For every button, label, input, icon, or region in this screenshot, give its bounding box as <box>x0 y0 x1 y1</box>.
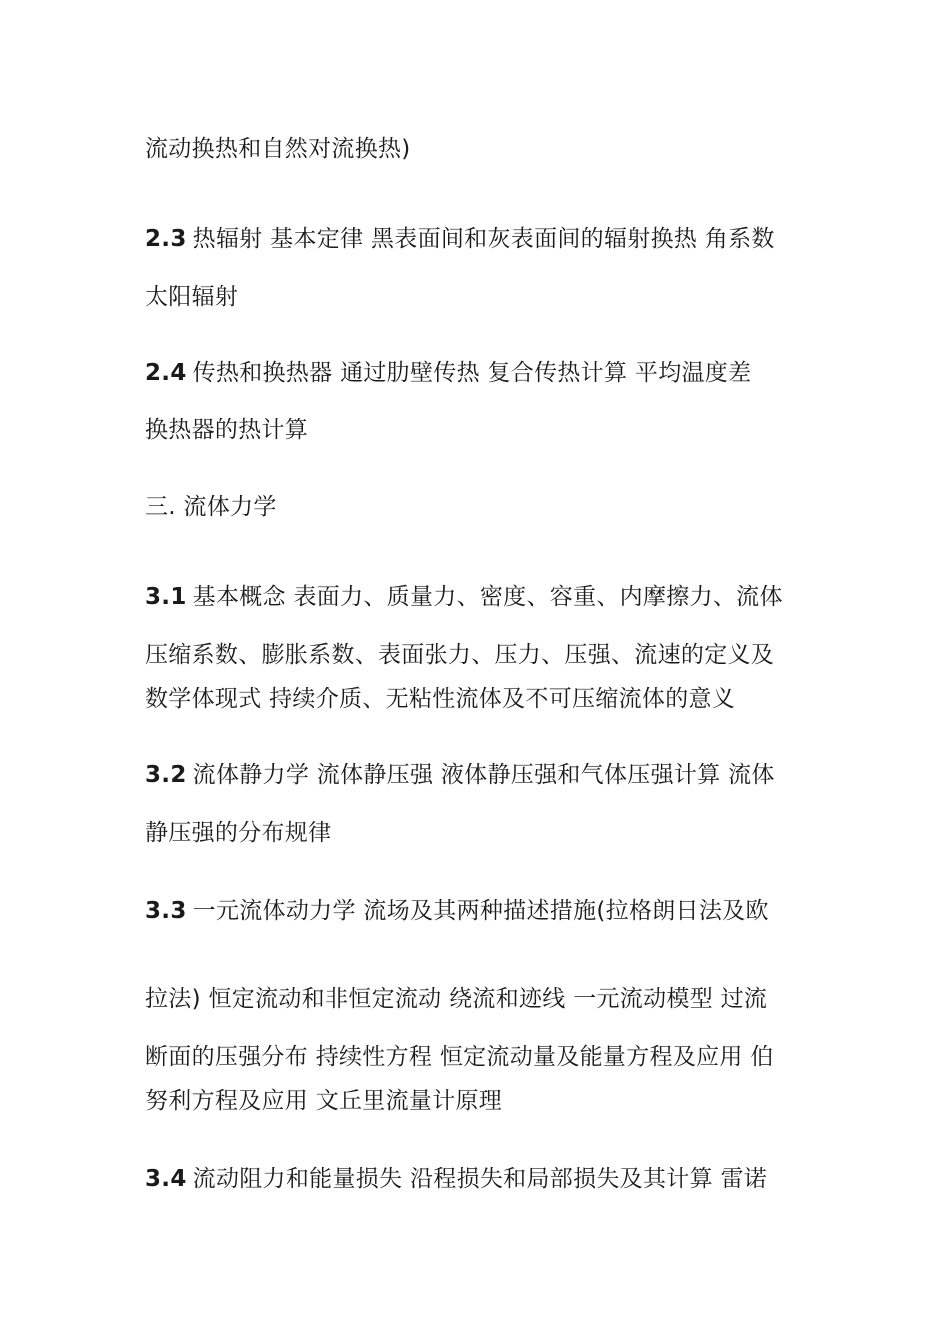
section-heading-3-3 <box>145 896 769 926</box>
section-number: 3.4 <box>145 1166 187 1192</box>
text-line <box>145 415 308 445</box>
line-text: 静压强的分布规律 <box>145 820 332 846</box>
line-text: 拉法) 恒定流动和非恒定流动 绕流和迹线 一元流动模型 过流 <box>145 986 768 1012</box>
section-heading-2-4 <box>145 358 751 388</box>
text-line <box>145 818 331 848</box>
line-text: 热辐射 基本定律 黑表面间和灰表面间的辐射换热 角系数 <box>192 226 775 252</box>
text-line <box>145 134 411 164</box>
section-number: 2.4 <box>145 360 187 386</box>
line-text: 太阳辐射 <box>145 284 239 310</box>
section-heading-3-4 <box>145 1164 767 1194</box>
line-text: 传热和换热器 通过肋壁传热 复合传热计算 平均温度差 <box>192 360 752 386</box>
chapter-heading <box>145 492 277 522</box>
text-line <box>145 684 735 714</box>
line-text: 断面的压强分布 持续性方程 恒定流动量及能量方程及应用 伯 <box>145 1044 774 1070</box>
section-number: 3.2 <box>145 762 187 788</box>
line-text: 压缩系数、膨胀系数、表面张力、压力、压强、流速的定义及 <box>145 642 775 668</box>
text-line <box>145 1086 502 1116</box>
line-text: 三. 流体力学 <box>145 494 277 520</box>
section-number: 3.1 <box>145 584 187 610</box>
text-line <box>145 1042 774 1072</box>
text-line <box>145 640 774 670</box>
section-heading-2-3 <box>145 224 775 254</box>
line-text: 换热器的热计算 <box>145 417 309 443</box>
line-text: 流体静力学 流体静压强 液体静压强和气体压强计算 流体 <box>192 762 775 788</box>
section-heading-3-1 <box>145 582 783 612</box>
section-number: 3.3 <box>145 898 187 924</box>
text-line <box>145 282 238 312</box>
line-text: 努利方程及应用 文丘里流量计原理 <box>145 1088 503 1114</box>
line-text: 一元流体动力学 流场及其两种描述措施(拉格朗日法及欧 <box>192 898 769 924</box>
section-heading-3-2 <box>145 760 775 790</box>
line-text: 数学体现式 持续介质、无粘性流体及不可压缩流体的意义 <box>145 686 736 712</box>
line-text: 基本概念 表面力、质量力、密度、容重、内摩擦力、流体 <box>192 584 783 610</box>
section-number: 2.3 <box>145 226 187 252</box>
line-text: 流动阻力和能量损失 沿程损失和局部损失及其计算 雷诺 <box>192 1166 768 1192</box>
line-text: 流动换热和自然对流换热) <box>145 136 411 162</box>
text-line <box>145 984 767 1014</box>
